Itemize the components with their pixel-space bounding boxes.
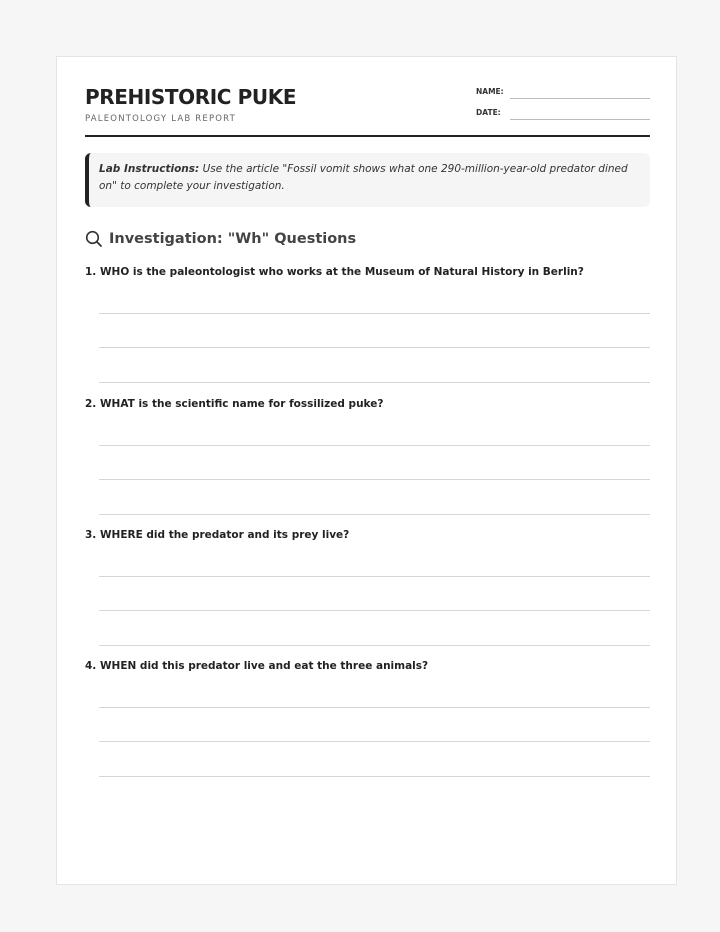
answer-line[interactable] — [99, 645, 650, 646]
answer-line[interactable] — [99, 382, 650, 383]
answer-line[interactable] — [99, 313, 650, 314]
name-line[interactable] — [510, 98, 650, 99]
worksheet-page — [56, 56, 677, 885]
instructions-lead: Lab Instructions: — [99, 163, 200, 175]
question-text: 4. WHEN did this predator live and eat the three animals? — [85, 660, 429, 672]
question-block — [85, 398, 650, 518]
page-title: PREHISTORIC PUKE — [85, 85, 297, 109]
answer-line[interactable] — [99, 445, 650, 446]
date-line[interactable] — [510, 119, 650, 120]
worksheet-header — [85, 85, 650, 137]
answer-line[interactable] — [99, 741, 650, 742]
name-field[interactable] — [476, 87, 650, 101]
section-heading — [85, 228, 356, 250]
lab-instructions — [85, 153, 650, 207]
section-title: Investigation: "Wh" Questions — [109, 231, 357, 247]
question-text: 1. WHO is the paleontologist who works at the Museum of Natural History in Berlin? — [85, 266, 584, 278]
date-label: DATE: — [476, 108, 501, 117]
answer-line[interactable] — [99, 479, 650, 480]
instructions-text: Use the article "Fossil vomit shows what one 290-million-year-old predator dined on" to complete your investigation. — [99, 163, 628, 192]
answer-line[interactable] — [99, 776, 650, 777]
answer-line[interactable] — [99, 347, 650, 348]
search-icon — [85, 230, 103, 248]
question-block — [85, 660, 650, 780]
question-block — [85, 266, 650, 386]
answer-line[interactable] — [99, 707, 650, 708]
date-field[interactable] — [476, 108, 650, 122]
question-text: 3. WHERE did the predator and its prey live? — [85, 529, 350, 541]
question-block — [85, 529, 650, 649]
answer-line[interactable] — [99, 610, 650, 611]
answer-line[interactable] — [99, 576, 650, 577]
name-label: NAME: — [476, 87, 504, 96]
page-subtitle: PALEONTOLOGY LAB REPORT — [85, 114, 237, 124]
answer-line[interactable] — [99, 514, 650, 515]
question-text: 2. WHAT is the scientific name for fossilized puke? — [85, 398, 384, 410]
